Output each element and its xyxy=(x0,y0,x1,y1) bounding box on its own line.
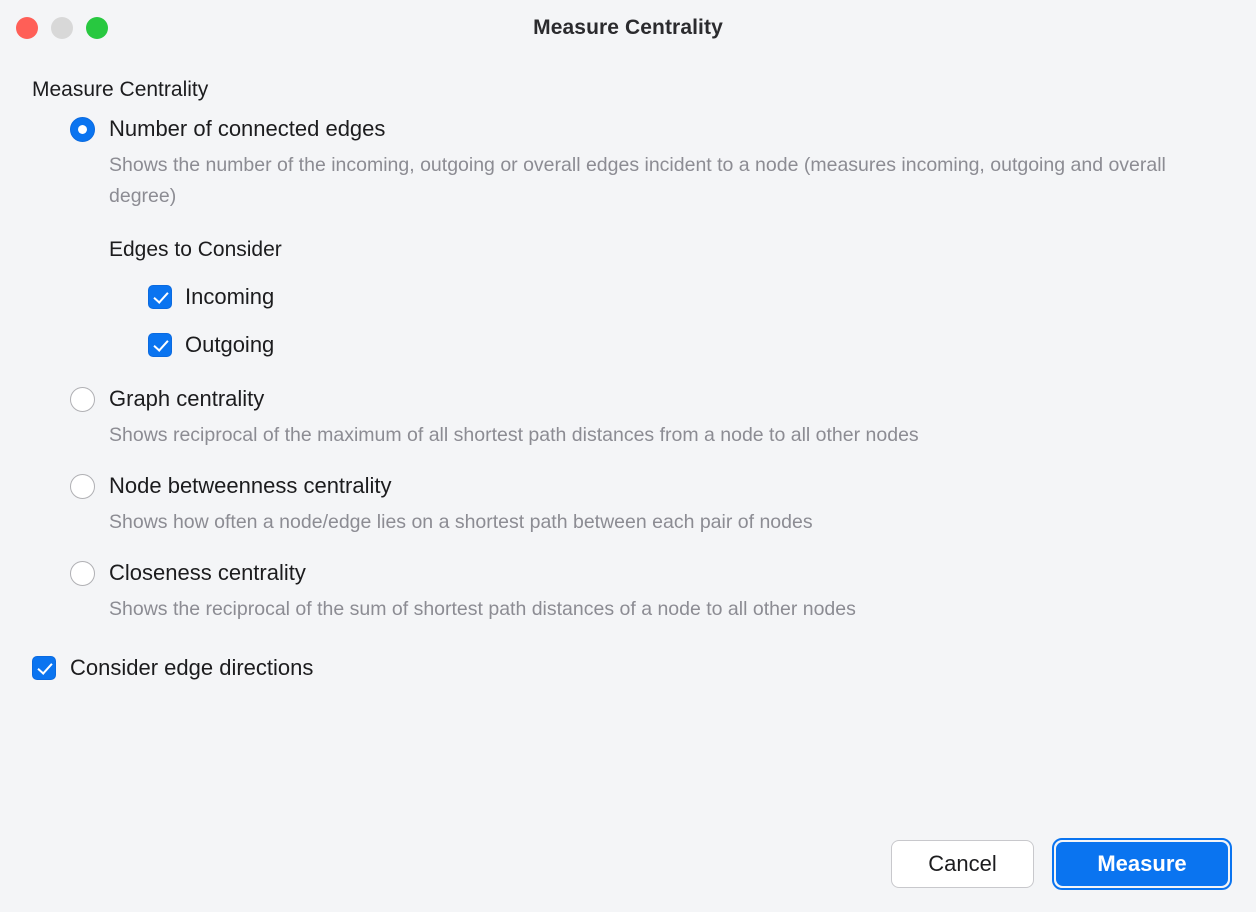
option-group-graph-centrality xyxy=(32,386,1226,451)
radio-icon-selected[interactable] xyxy=(70,117,95,142)
radio-label: Number of connected edges xyxy=(109,116,386,141)
measure-button-focus-ring xyxy=(1052,838,1232,890)
radio-option-graph-centrality[interactable] xyxy=(70,386,1226,412)
option-description: Shows the number of the incoming, outgoing or overall edges incident to a node (measures incoming, outgoing and overall degree) xyxy=(109,154,1166,207)
radio-option-node-betweenness-centrality[interactable] xyxy=(70,473,1226,499)
checkbox-option-consider-edge-directions[interactable] xyxy=(32,655,1226,681)
measure-button[interactable]: Measure xyxy=(1056,842,1228,886)
radio-icon-unselected[interactable] xyxy=(70,387,95,412)
window-controls xyxy=(16,17,108,39)
radio-option-number-of-connected-edges[interactable] xyxy=(70,116,1226,142)
radio-label: Graph centrality xyxy=(109,386,265,411)
maximize-window-button[interactable] xyxy=(86,17,108,39)
checkbox-icon-checked[interactable] xyxy=(148,285,172,309)
checkbox-option-incoming[interactable] xyxy=(70,284,1226,310)
checkbox-icon-checked[interactable] xyxy=(148,333,172,357)
checkbox-icon-checked[interactable] xyxy=(32,656,56,680)
option-description: Shows reciprocal of the maximum of all shortest path distances from a node to all other nodes xyxy=(109,424,919,446)
dialog-footer xyxy=(891,838,1232,890)
dialog-content xyxy=(0,56,1256,681)
option-description: Shows the reciprocal of the sum of shortest path distances of a node to all other nodes xyxy=(109,598,856,620)
section-label: Measure Centrality xyxy=(32,78,209,101)
radio-icon-unselected[interactable] xyxy=(70,561,95,586)
option-group-closeness-centrality xyxy=(32,560,1226,625)
option-group-node-betweenness-centrality xyxy=(32,473,1226,538)
option-description: Shows how often a node/edge lies on a shortest path between each pair of nodes xyxy=(109,511,813,533)
sub-group-label-edges-to-consider: Edges to Consider xyxy=(109,238,282,261)
minimize-window-button[interactable] xyxy=(51,17,73,39)
option-group-connected-edges xyxy=(32,116,1226,358)
checkbox-label: Consider edge directions xyxy=(70,655,314,680)
radio-label: Node betweenness centrality xyxy=(109,473,392,498)
title-bar xyxy=(0,0,1256,56)
cancel-button[interactable]: Cancel xyxy=(891,840,1034,888)
checkbox-label: Incoming xyxy=(185,284,275,309)
close-window-button[interactable] xyxy=(16,17,38,39)
radio-label: Closeness centrality xyxy=(109,560,306,585)
radio-icon-unselected[interactable] xyxy=(70,474,95,499)
checkbox-label: Outgoing xyxy=(185,332,275,357)
checkbox-option-outgoing[interactable] xyxy=(70,332,1226,358)
window-title: Measure Centrality xyxy=(533,16,723,39)
radio-option-closeness-centrality[interactable] xyxy=(70,560,1226,586)
